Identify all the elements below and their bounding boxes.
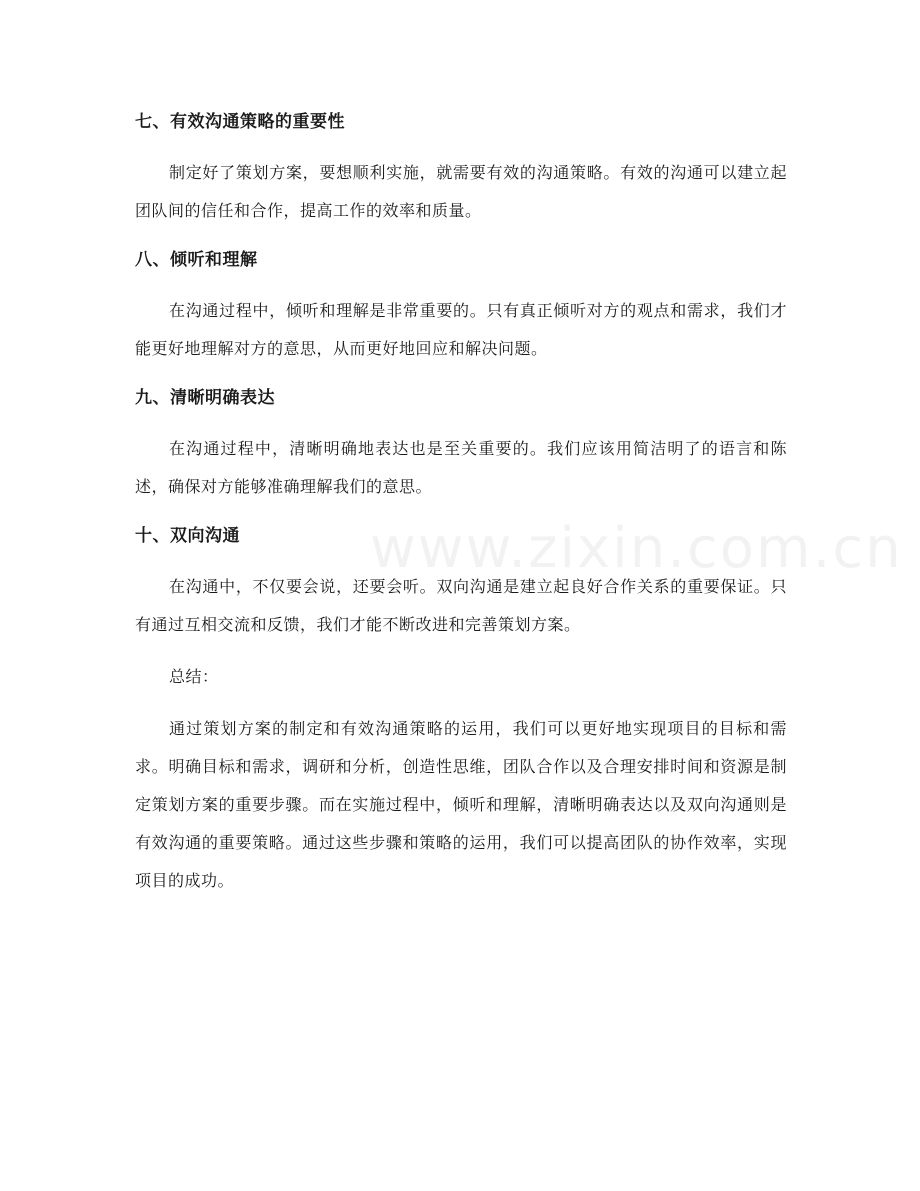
section-heading-7: 七、有效沟通策略的重要性 (135, 112, 345, 132)
section-body-7: 制定好了策划方案，要想顺利实施，就需要有效的沟通策略。有效的沟通可以建立起团队间的信任和合作，提高工作的效率和质量。 (135, 163, 787, 220)
document-content (135, 106, 787, 914)
section-heading-10: 十、双向沟通 (135, 526, 240, 546)
section-body-9: 在沟通过程中，清晰明确地表达也是至关重要的。我们应该用简洁明了的语言和陈述，确保对方能够准确理解我们的意思。 (135, 439, 787, 496)
section-body-8: 在沟通过程中，倾听和理解是非常重要的。只有真正倾听对方的观点和需求，我们才能更好地理解对方的意思，从而更好地回应和解决问题。 (135, 301, 787, 358)
summary-label: 总结： (169, 667, 219, 686)
section-heading-9: 九、清晰明确表达 (135, 388, 275, 408)
section-heading-8: 八、倾听和理解 (135, 250, 258, 270)
section-body-10: 在沟通中，不仅要会说，还要会听。双向沟通是建立起良好合作关系的重要保证。只有通过互相交流和反馈，我们才能不断改进和完善策划方案。 (135, 577, 787, 634)
summary-body: 通过策划方案的制定和有效沟通策略的运用，我们可以更好地实现项目的目标和需求。明确目标和需求，调研和分析，创造性思维，团队合作以及合理安排时间和资源是制定策划方案的重要步骤。而在实施过程中，倾听和理解，清晰明确表达以及双向沟通则是有效沟通的重要策略。通过这些步骤和策略的运用，我们可以提高团队的协作效率，实现项目的成功。 (135, 719, 787, 890)
watermark: www.zixin.com.cn (370, 516, 903, 581)
